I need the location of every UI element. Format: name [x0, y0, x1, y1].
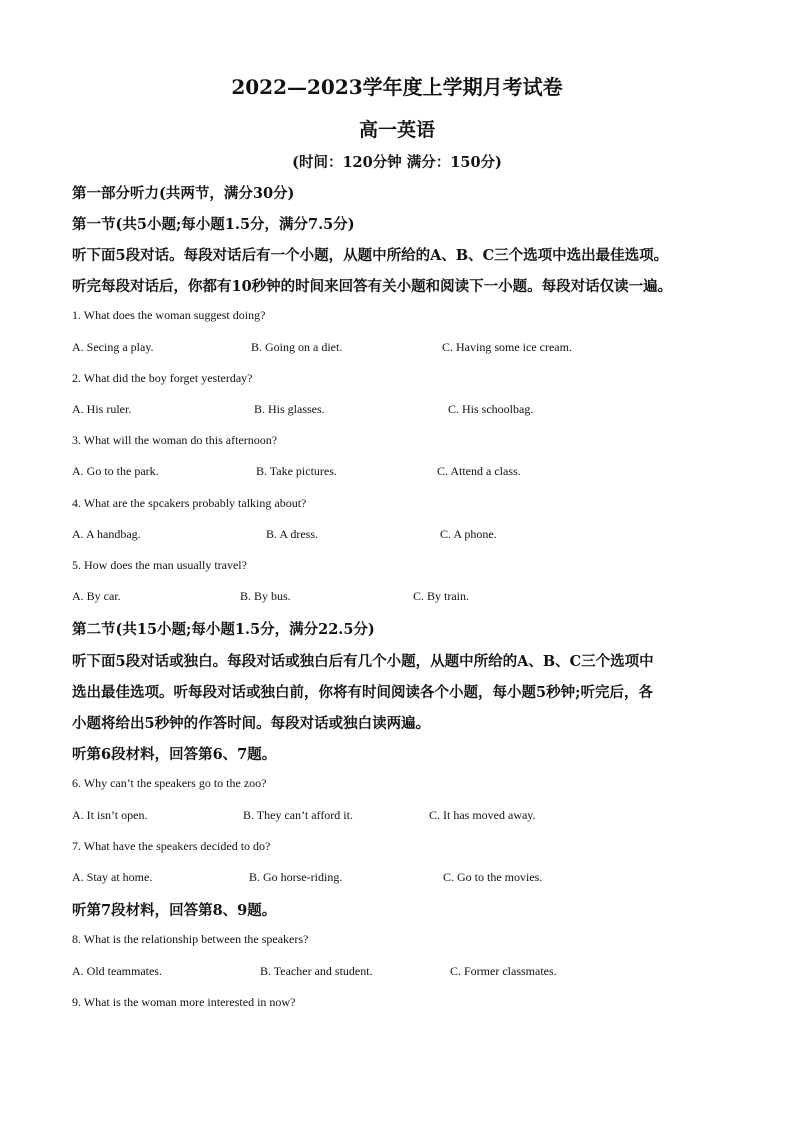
exam-time-score-info: (时间：120分钟 满分：150分)	[292, 154, 502, 171]
question-6-option-c: C. It has moved away.	[429, 808, 536, 822]
question-1-option-a: A. Secing a play.	[72, 340, 154, 354]
material-7-heading: 听第7段材料，回答第8、9题。	[72, 902, 277, 919]
section2-instruction-line2: 选出最佳选项。听每段对话或独白前，你将有时间阅读各个小题，每小题5秒钟;听完后，各	[72, 684, 653, 701]
question-7-option-a: A. Stay at home.	[72, 870, 153, 884]
question-2-option-a: A. His ruler.	[72, 402, 132, 416]
section1-heading: 第一节(共5小题;每小题1.5分，满分7.5分)	[72, 216, 355, 233]
section2-heading: 第二节(共15小题;每小题1.5分，满分22.5分)	[72, 621, 375, 638]
part1-heading: 第一部分听力(共两节，满分30分)	[72, 185, 295, 202]
question-2: 2. What did the boy forget yesterday?	[72, 371, 253, 385]
question-8-option-c: C. Former classmates.	[450, 964, 557, 978]
exam-title: 2022—2023学年度上学期月考试卷	[231, 75, 563, 99]
question-6-option-a: A. It isn’t open.	[72, 808, 148, 822]
question-3: 3. What will the woman do this afternoon?	[72, 433, 278, 447]
question-5-option-a: A. By car.	[72, 589, 121, 603]
question-8-option-b: B. Teacher and student.	[260, 964, 373, 978]
question-4-option-a: A. A handbag.	[72, 527, 141, 541]
question-5-option-b: B. By bus.	[240, 589, 291, 603]
question-5-option-c: C. By train.	[413, 589, 469, 603]
question-3-option-c: C. Attend a class.	[437, 464, 521, 478]
question-4: 4. What are the spcakers probably talking about?	[72, 496, 307, 510]
question-7-option-c: C. Go to the movies.	[443, 870, 543, 884]
section2-instruction-line3: 小题将给出5秒钟的作答时间。每段对话或独白读两遍。	[72, 715, 431, 732]
question-7: 7. What have the speakers decided to do?	[72, 839, 271, 853]
question-3-option-a: A. Go to the park.	[72, 464, 159, 478]
question-3-option-b: B. Take pictures.	[256, 464, 337, 478]
question-5: 5. How does the man usually travel?	[72, 558, 247, 572]
question-4-option-b: B. A dress.	[266, 527, 319, 541]
section1-instruction-line1: 听下面5段对话。每段对话后有一个小题，从题中所给的A、B、C三个选项中选出最佳选项。	[72, 247, 669, 264]
question-2-option-b: B. His glasses.	[254, 402, 325, 416]
question-7-option-b: B. Go horse-riding.	[249, 870, 343, 884]
question-8-option-a: A. Old teammates.	[72, 964, 162, 978]
section1-instruction-line2: 听完每段对话后，你都有10秒钟的时间来回答有关小题和阅读下一小题。每段对话仅读一遍。	[72, 278, 673, 295]
question-8: 8. What is the relationship between the speakers?	[72, 932, 309, 946]
question-6: 6. Why can’t the speakers go to the zoo?	[72, 776, 267, 790]
question-9: 9. What is the woman more interested in now?	[72, 995, 296, 1009]
subject-title: 高一英语	[358, 119, 435, 141]
question-4-option-c: C. A phone.	[440, 527, 497, 541]
question-1-option-c: C. Having some ice cream.	[442, 340, 572, 354]
material-6-heading: 听第6段材料，回答第6、7题。	[72, 746, 277, 763]
question-1-option-b: B. Going on a diet.	[251, 340, 343, 354]
question-1: 1. What does the woman suggest doing?	[72, 308, 266, 322]
question-2-option-c: C. His schoolbag.	[448, 402, 534, 416]
section2-instruction-line1: 听下面5段对话或独白。每段对话或独白后有几个小题，从题中所给的A、B、C三个选项中	[72, 653, 654, 670]
question-6-option-b: B. They can’t afford it.	[243, 808, 353, 822]
